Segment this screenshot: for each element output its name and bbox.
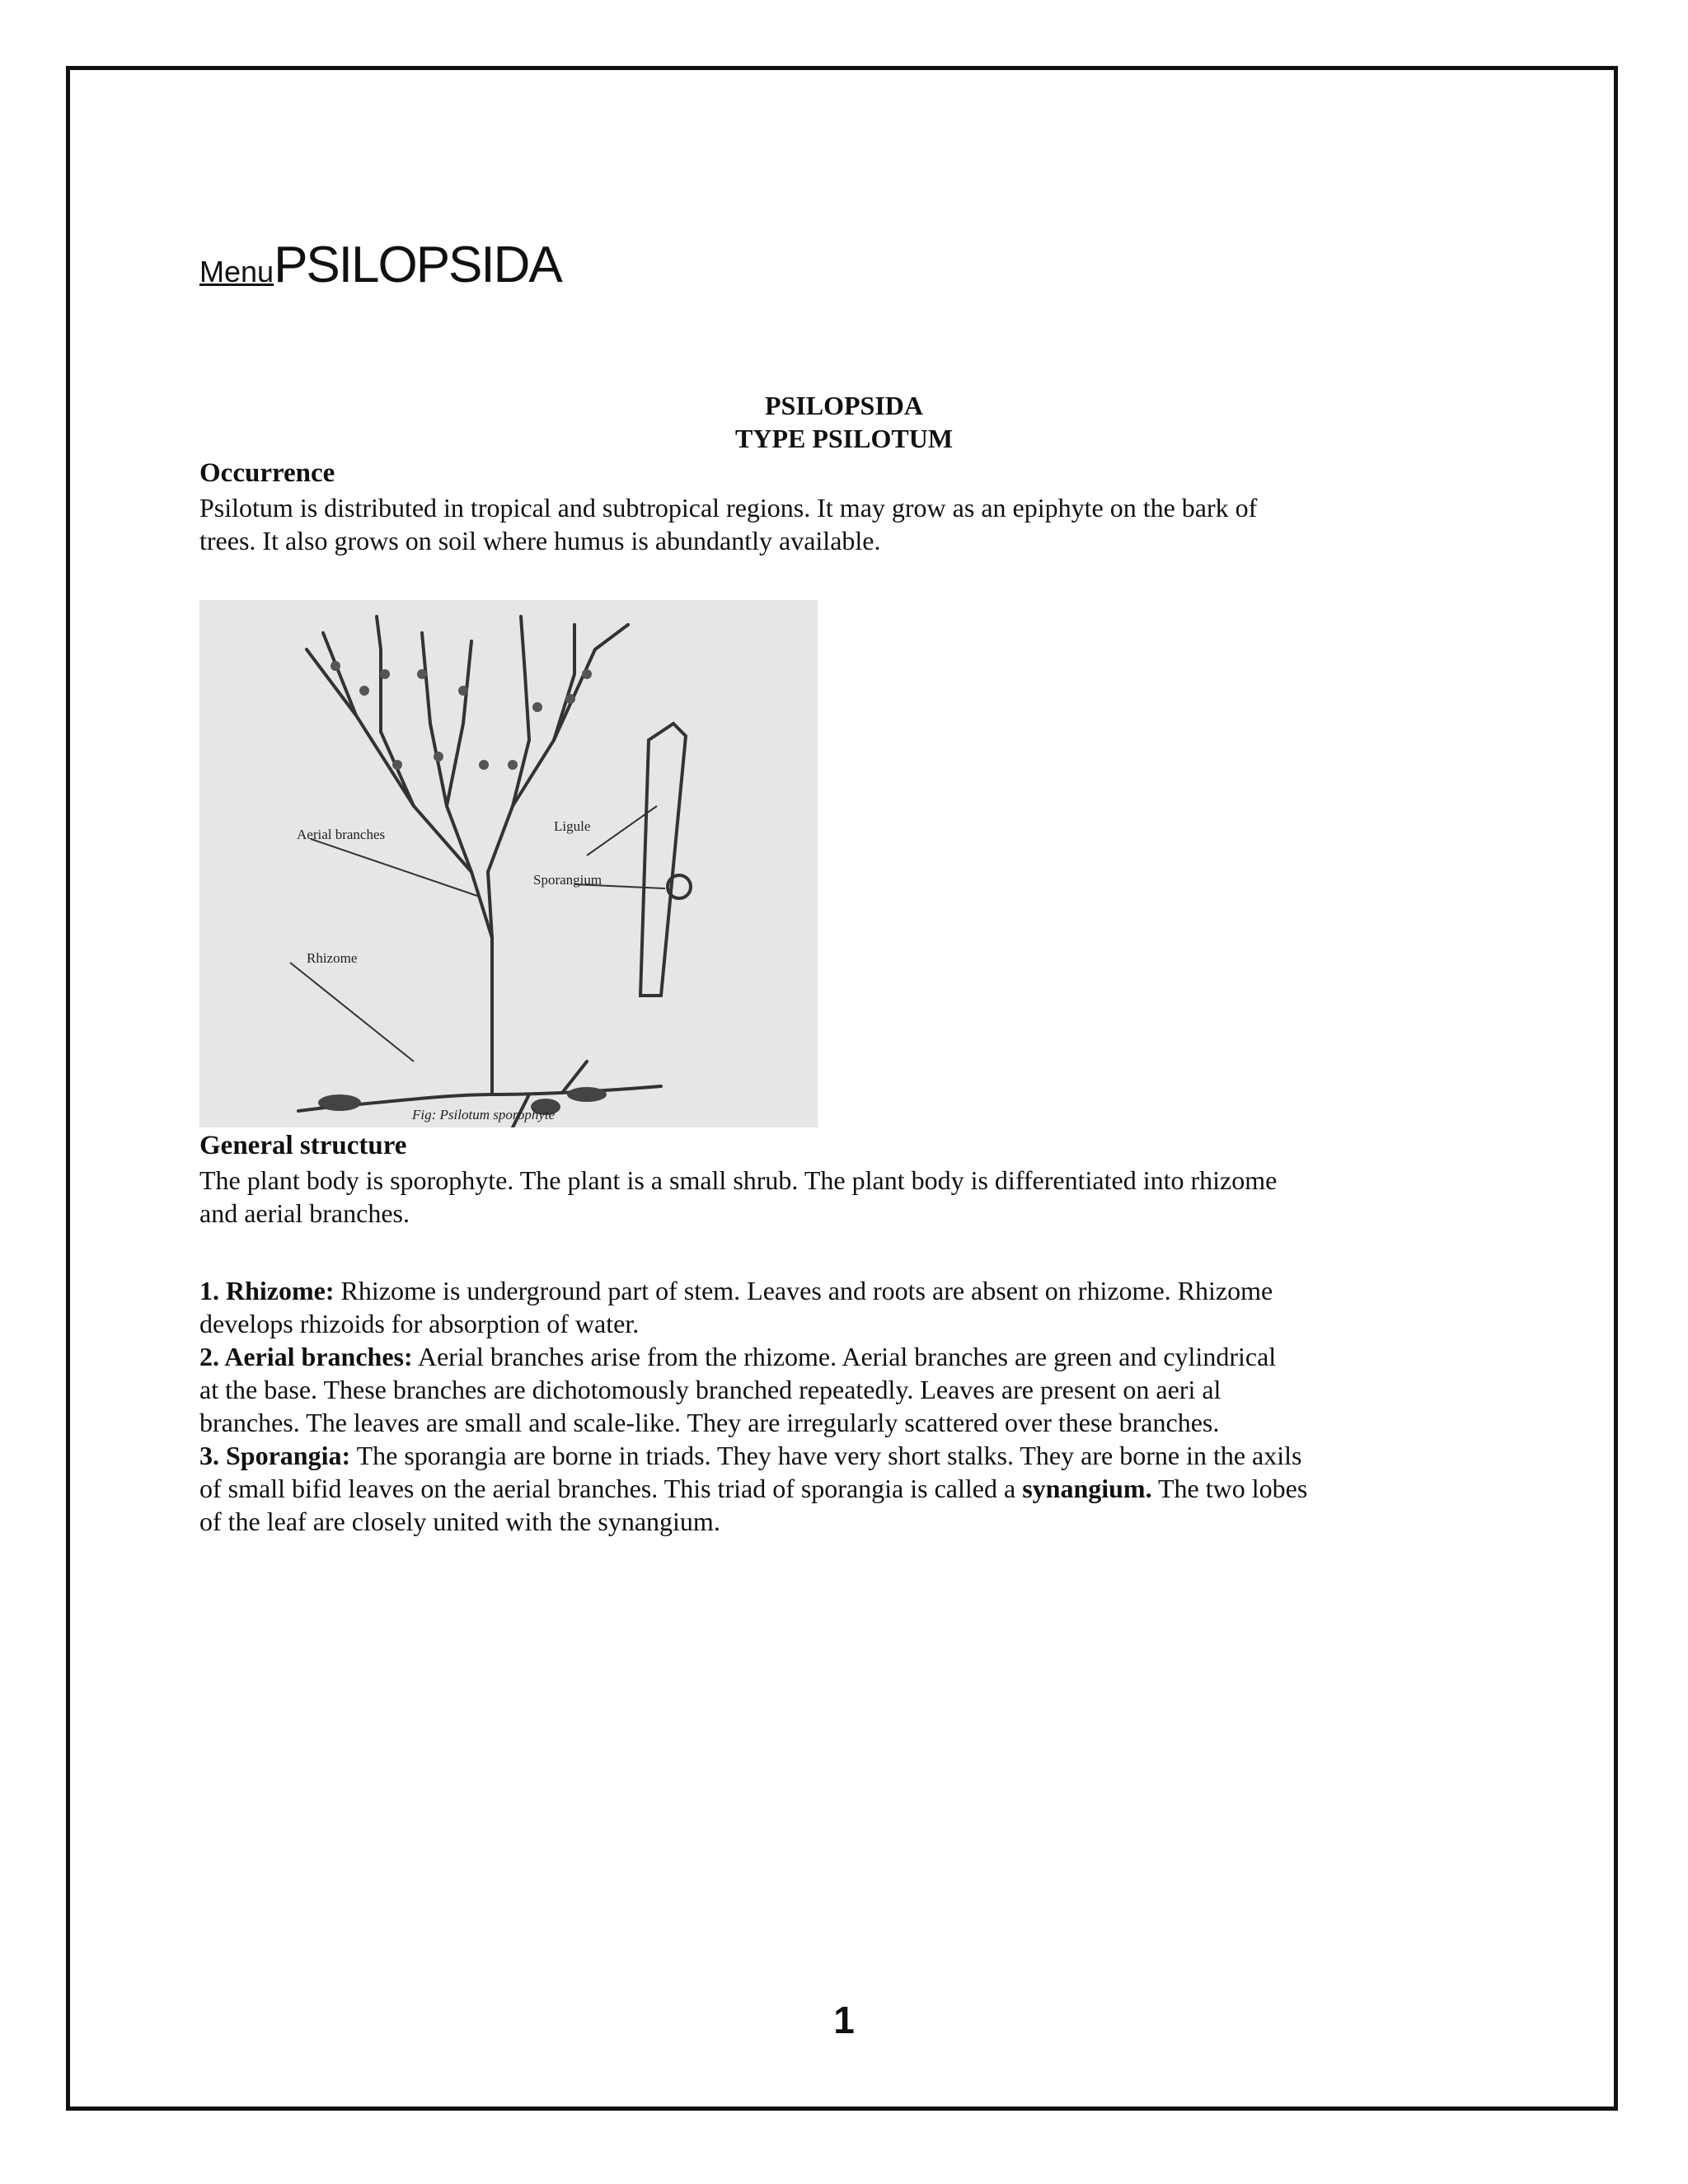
label-sporangium: Sporangium (533, 872, 603, 888)
item-sporangia-label: 3. Sporangia: (199, 1441, 351, 1470)
page-number: 1 (833, 1999, 855, 2041)
item-aerial-branches-line-3: branches. The leaves are small and scale-like. They are irregularly scattered over these branches. (199, 1408, 1220, 1437)
header (199, 236, 561, 294)
page-title: PSILOPSIDA (274, 237, 561, 293)
item-rhizome-label: 1. Rhizome: (199, 1276, 335, 1305)
item-rhizome-line-2: develops rhizoids for absorption of water. (199, 1309, 640, 1338)
label-rhizome: Rhizome (307, 950, 358, 966)
item-aerial-branches (199, 1340, 1502, 1439)
label-ligule: Ligule (554, 818, 591, 834)
item-aerial-branches-text: Aerial branches arise from the rhizome. Aerial branches are green and cylindrical (412, 1342, 1277, 1371)
general-structure-paragraph (199, 1164, 1502, 1230)
occurrence-line-1: Psilotum is distributed in tropical and subtropical regions. It may grow as an epiphyte on the bark of (199, 493, 1258, 523)
synangium-term: synangium. (1022, 1474, 1152, 1503)
item-sporangia-line-2: of small bifid leaves on the aerial branches. This triad of sporangia is called a (199, 1474, 1023, 1503)
item-sporangia-line-2-end: The two lobes (1151, 1474, 1308, 1503)
general-structure-line-2: and aerial branches. (199, 1198, 410, 1228)
document-heading: PSILOPSIDA (764, 391, 924, 420)
occurrence-heading: Occurrence (199, 458, 335, 488)
document-subheading: TYPE PSILOTUM (734, 424, 954, 453)
occurrence-line-2: trees. It also grows on soil where humus is abundantly available. (199, 526, 881, 555)
psilotum-sporophyte-drawing (199, 600, 818, 1127)
occurrence-paragraph (199, 491, 1502, 557)
item-sporangia-line-3: of the leaf are closely united with the synangium. (199, 1507, 720, 1536)
item-aerial-branches-label: 2. Aerial branches: (199, 1342, 413, 1371)
general-structure-heading: General structure (199, 1131, 407, 1160)
label-aerial-branches: Aerial branches (297, 827, 386, 842)
psilotum-figure (199, 600, 818, 1127)
menu-link[interactable]: Menu (199, 255, 274, 288)
item-rhizome-text: Rhizome is underground part of stem. Leaves and roots are absent on rhizome. Rhizome (334, 1276, 1273, 1305)
item-sporangia-text: The sporangia are borne in triads. They have very short stalks. They are borne in the axils (350, 1441, 1302, 1470)
item-aerial-branches-line-2: at the base. These branches are dichotomously branched repeatedly. Leaves are present on aeri al (199, 1375, 1221, 1404)
item-sporangia (199, 1439, 1502, 1538)
item-rhizome (199, 1274, 1502, 1340)
general-structure-line-1: The plant body is sporophyte. The plant is a small shrub. The plant body is differentiated into rhizome (199, 1165, 1278, 1195)
figure-caption: Fig: Psilotum sporophyte (412, 1107, 556, 1122)
